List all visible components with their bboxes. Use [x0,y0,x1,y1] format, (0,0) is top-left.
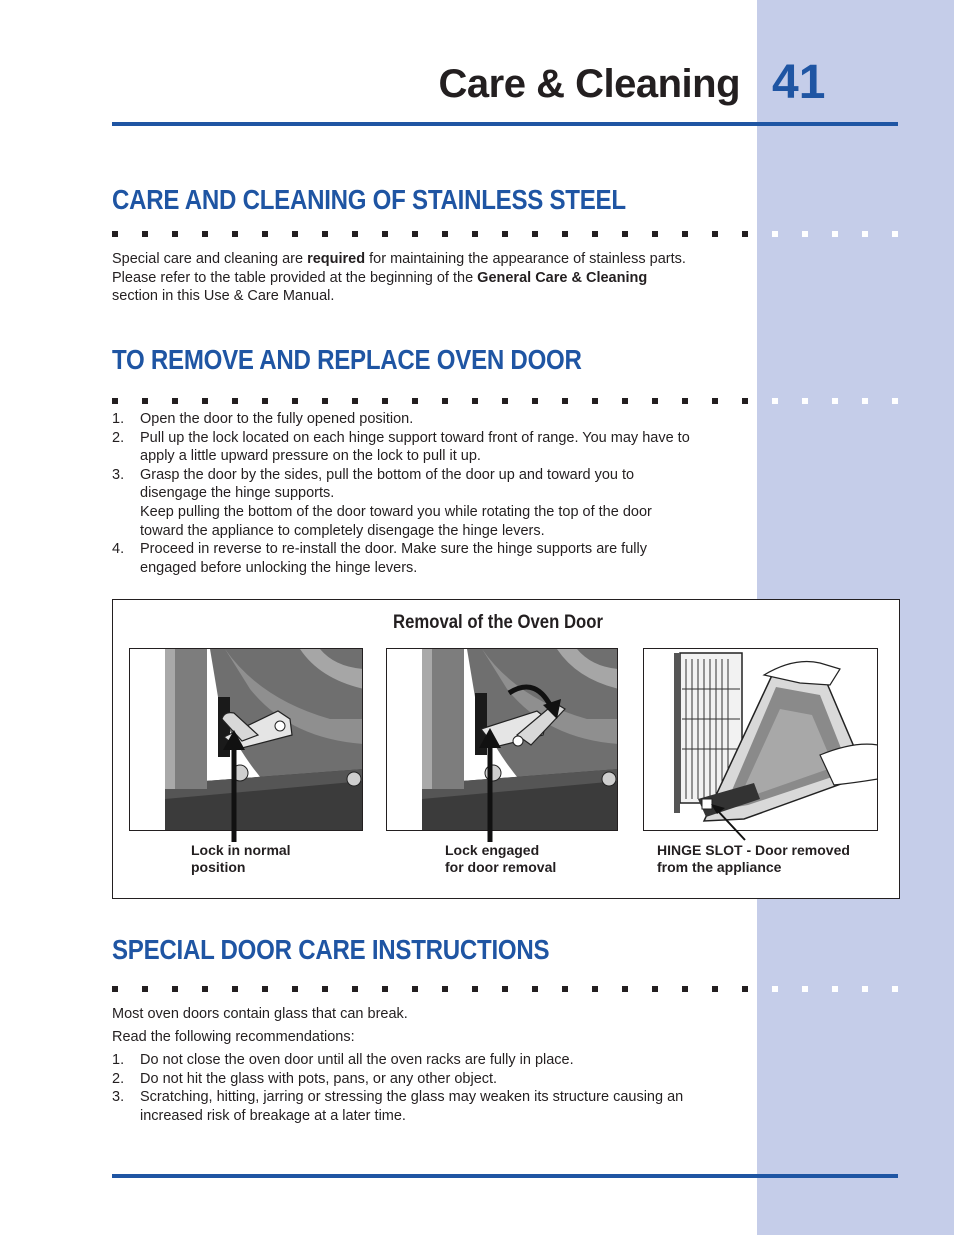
divider-dot [682,398,688,404]
divider-dot [502,398,508,404]
divider-dot [622,986,628,992]
divider-dot [472,231,478,237]
divider-dot [112,398,118,404]
divider-dot [172,231,178,237]
divider-dot [712,231,718,237]
divider-dot [352,398,358,404]
divider-dot [112,231,118,237]
divider-dot [232,398,238,404]
divider-dot [772,398,778,404]
divider-dot [382,398,388,404]
divider-dot [322,231,328,237]
dot-divider [112,231,898,239]
divider-dot [712,398,718,404]
hinge-normal-illustration [129,648,363,831]
special-steps-list [112,1051,752,1125]
divider-dot [352,986,358,992]
divider-dot [322,986,328,992]
footer-rule [112,1174,898,1178]
divider-dot [562,231,568,237]
divider-dot [382,986,388,992]
divider-dot [742,231,748,237]
figure-title: Removal of the Oven Door [393,612,603,633]
divider-dot [472,986,478,992]
caption-lock-engaged: Lock engaged for door removal [445,842,557,875]
divider-dot [832,398,838,404]
list-item: 1. Open the door to the fully opened position. [112,411,414,427]
divider-dot [682,986,688,992]
divider-dot [262,986,268,992]
list-item: 2. Pull up the lock located on each hinge support toward front of range. You may have to apply a little upward pressure on the lock to pull it up. [112,429,690,465]
door-steps-list [112,410,752,577]
divider-dot [862,231,868,237]
divider-dot [562,986,568,992]
divider-dot [142,986,148,992]
dot-divider [112,986,898,994]
divider-dot [172,398,178,404]
list-item: 3. Scratching, hitting, jarring or stressing the glass may weaken its structure causing an increased risk of breakage at a later time. [112,1089,684,1124]
list-item: 1. Do not close the oven door until all the oven racks are fully in place. [112,1052,574,1068]
divider-dot [802,986,808,992]
divider-dot [262,398,268,404]
divider-dot [862,398,868,404]
divider-dot [142,231,148,237]
divider-dot [442,986,448,992]
divider-dot [772,231,778,237]
divider-dot [802,398,808,404]
special-paragraph-1: Most oven doors contain glass that can break. [112,1006,408,1022]
divider-dot [202,231,208,237]
divider-dot [112,986,118,992]
divider-dot [772,986,778,992]
divider-dot [172,986,178,992]
divider-dot [232,231,238,237]
divider-dot [142,398,148,404]
divider-dot [592,986,598,992]
dot-divider [112,398,898,406]
divider-dot [592,231,598,237]
divider-dot [262,231,268,237]
header-rule [112,122,898,126]
list-item: 4. Proceed in reverse to re-install the door. Make sure the hinge supports are fully engaged before unlocking the hinge levers. [112,541,647,576]
divider-dot [592,398,598,404]
divider-dot [442,398,448,404]
divider-dot [202,398,208,404]
divider-dot [532,231,538,237]
divider-dot [742,398,748,404]
divider-dot [412,986,418,992]
stainless-paragraph: Special care and cleaning are required for maintaining the appearance of stainless parts. Please refer to the table provided at the beginning of the General Care & Cleaning section in this Use & Care Manual. [112,251,686,304]
divider-dot [742,986,748,992]
divider-dot [802,231,808,237]
special-paragraph-2: Read the following recommendations: [112,1029,355,1045]
divider-dot [892,398,898,404]
divider-dot [472,398,478,404]
divider-dot [292,231,298,237]
divider-dot [202,986,208,992]
caption-hinge-slot: HINGE SLOT - Door removed from the appliance [657,842,850,875]
divider-dot [322,398,328,404]
divider-dot [292,986,298,992]
divider-dot [652,231,658,237]
divider-dot [412,231,418,237]
divider-dot [622,231,628,237]
list-item: 3. Grasp the door by the sides, pull the bottom of the door up and toward you to disengage the hinge supports. Keep pulling the bottom of the door toward you while rotating the top of the door toward the appliance to completely disengage the hinge levers. [112,466,652,539]
divider-dot [892,986,898,992]
divider-dot [712,986,718,992]
divider-dot [502,986,508,992]
page-number: 41 [772,56,826,109]
door-removed-illustration [643,648,878,831]
section-title-special-door-care: SPECIAL DOOR CARE INSTRUCTIONS [112,934,550,965]
divider-dot [562,398,568,404]
divider-dot [652,398,658,404]
divider-dot [442,231,448,237]
divider-dot [232,986,238,992]
divider-dot [502,231,508,237]
figure-oven-door-removal [112,599,900,899]
divider-dot [382,231,388,237]
divider-dot [832,231,838,237]
list-item: 2. Do not hit the glass with pots, pans, or any other object. [112,1070,498,1087]
divider-dot [352,231,358,237]
divider-dot [832,986,838,992]
divider-dot [292,398,298,404]
divider-dot [532,986,538,992]
divider-dot [682,231,688,237]
divider-dot [652,986,658,992]
caption-lock-normal: Lock in normal position [191,842,291,875]
divider-dot [532,398,538,404]
divider-dot [892,231,898,237]
section-title-oven-door: TO REMOVE AND REPLACE OVEN DOOR [112,344,582,375]
page-title: Care & Cleaning [438,62,740,106]
section-title-stainless: CARE AND CLEANING OF STAINLESS STEEL [112,184,626,215]
hinge-engaged-illustration [386,648,618,831]
divider-dot [622,398,628,404]
divider-dot [412,398,418,404]
divider-dot [862,986,868,992]
